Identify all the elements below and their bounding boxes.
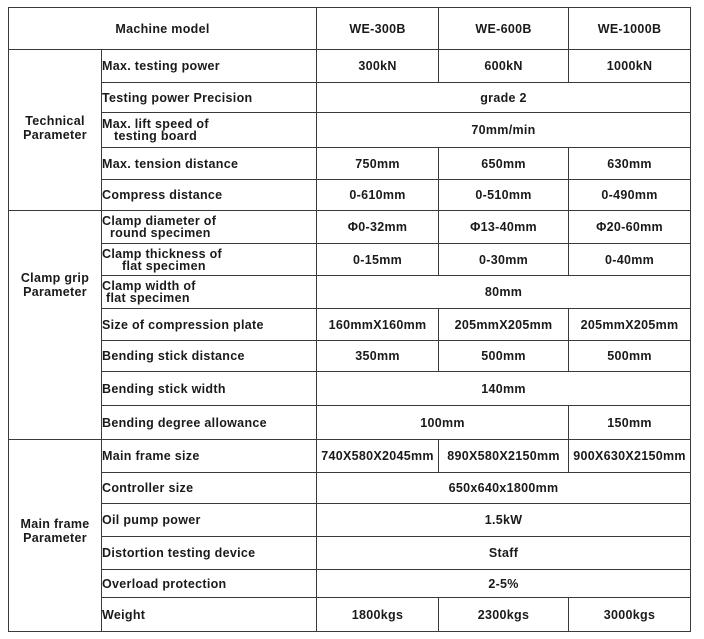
row-label-max-tension-distance: Max. tension distance — [102, 148, 317, 180]
value-cell: Φ13-40mm — [439, 211, 569, 244]
table-row — [9, 570, 691, 598]
row-label-distortion-testing-device: Distortion testing device — [102, 537, 317, 570]
table-row — [9, 211, 691, 244]
value-cell: 160mmX160mm — [317, 309, 439, 341]
row-label-clamp-thickness — [102, 244, 317, 276]
row-label-oil-pump-power: Oil pump power — [102, 504, 317, 537]
row-label-bending-stick-distance: Bending stick distance — [102, 341, 317, 372]
value-cell-merged: 650x640x1800mm — [317, 473, 691, 504]
value-cell-merged: 1.5kW — [317, 504, 691, 537]
group-label: Main frame Parameter — [20, 516, 90, 545]
table-row — [9, 537, 691, 570]
value-cell: 1800kgs — [317, 598, 439, 632]
table-row — [9, 504, 691, 537]
row-label-clamp-width — [102, 276, 317, 309]
row-label-compression-plate: Size of compression plate — [102, 309, 317, 341]
value-cell: Φ0-32mm — [317, 211, 439, 244]
value-cell-merged: 70mm/min — [317, 113, 691, 148]
row-label-weight: Weight — [102, 598, 317, 632]
model-header-we600b: WE-600B — [439, 8, 569, 50]
label-line: Clamp thickness of — [102, 246, 223, 261]
value-cell: 1000kN — [569, 50, 691, 83]
value-cell-merged: 140mm — [317, 372, 691, 406]
label-line: Clamp diameter of — [102, 214, 217, 228]
value-cell-merged: 100mm — [317, 406, 569, 440]
row-label-controller-size: Controller size — [102, 473, 317, 504]
machine-model-header: Machine model — [9, 8, 317, 50]
value-cell: 0-610mm — [317, 180, 439, 211]
group-clamp-grip-parameter — [9, 211, 102, 440]
value-cell-merged: 80mm — [317, 276, 691, 309]
label-line: round specimen — [110, 226, 211, 240]
value-cell: 0-40mm — [569, 244, 691, 276]
specification-table — [8, 7, 691, 632]
value-cell: 300kN — [317, 50, 439, 83]
group-main-frame-parameter — [9, 440, 102, 632]
table-row — [9, 473, 691, 504]
value-cell: 890X580X2150mm — [439, 440, 569, 473]
table-row — [9, 440, 691, 473]
row-label-max-testing-power: Max. testing power — [102, 50, 317, 83]
value-cell: 500mm — [569, 341, 691, 372]
table-row — [9, 406, 691, 440]
table-row — [9, 113, 691, 148]
value-cell-merged: 2-5% — [317, 570, 691, 598]
table-row — [9, 83, 691, 113]
row-label-clamp-diameter — [102, 211, 317, 244]
row-label-bending-degree-allowance: Bending degree allowance — [102, 406, 317, 440]
table-row — [9, 244, 691, 276]
value-cell: 0-490mm — [569, 180, 691, 211]
table-row — [9, 180, 691, 211]
group-label: Technical Parameter — [23, 114, 87, 142]
table-row — [9, 372, 691, 406]
label-line: testing board — [114, 129, 198, 143]
value-cell: 600kN — [439, 50, 569, 83]
value-cell: 205mmX205mm — [439, 309, 569, 341]
row-label-testing-power-precision: Testing power Precision — [102, 83, 317, 113]
label-line: Clamp width of — [102, 279, 196, 293]
value-cell: 2300kgs — [439, 598, 569, 632]
value-cell: 630mm — [569, 148, 691, 180]
label-line: flat specimen — [106, 291, 190, 305]
table-row — [9, 276, 691, 309]
row-label-overload-protection: Overload protection — [102, 570, 317, 598]
model-header-we1000b: WE-1000B — [569, 8, 691, 50]
value-cell: 3000kgs — [569, 598, 691, 632]
row-label-compress-distance: Compress distance — [102, 180, 317, 211]
row-label-main-frame-size: Main frame size — [102, 440, 317, 473]
value-cell: Φ20-60mm — [569, 211, 691, 244]
table-row — [9, 309, 691, 341]
value-cell: 900X630X2150mm — [569, 440, 691, 473]
group-label: Clamp grip Parameter — [20, 271, 90, 299]
value-cell: 350mm — [317, 341, 439, 372]
group-technical-parameter — [9, 50, 102, 211]
value-cell: 150mm — [569, 406, 691, 440]
label-line: flat specimen — [122, 258, 206, 273]
value-cell: 740X580X2045mm — [317, 440, 439, 473]
model-header-we300b: WE-300B — [317, 8, 439, 50]
value-cell-merged: Staff — [317, 537, 691, 570]
value-cell: 650mm — [439, 148, 569, 180]
value-cell: 0-30mm — [439, 244, 569, 276]
row-label-bending-stick-width: Bending stick width — [102, 372, 317, 406]
header-row — [9, 8, 691, 50]
value-cell: 500mm — [439, 341, 569, 372]
label-line: Max. lift speed of — [102, 117, 209, 131]
value-cell: 0-15mm — [317, 244, 439, 276]
value-cell: 205mmX205mm — [569, 309, 691, 341]
table-row — [9, 598, 691, 632]
table-row — [9, 148, 691, 180]
value-cell-merged: grade 2 — [317, 83, 691, 113]
row-label-max-lift-speed — [102, 113, 317, 148]
table-row — [9, 50, 691, 83]
value-cell: 750mm — [317, 148, 439, 180]
table-row — [9, 341, 691, 372]
value-cell: 0-510mm — [439, 180, 569, 211]
